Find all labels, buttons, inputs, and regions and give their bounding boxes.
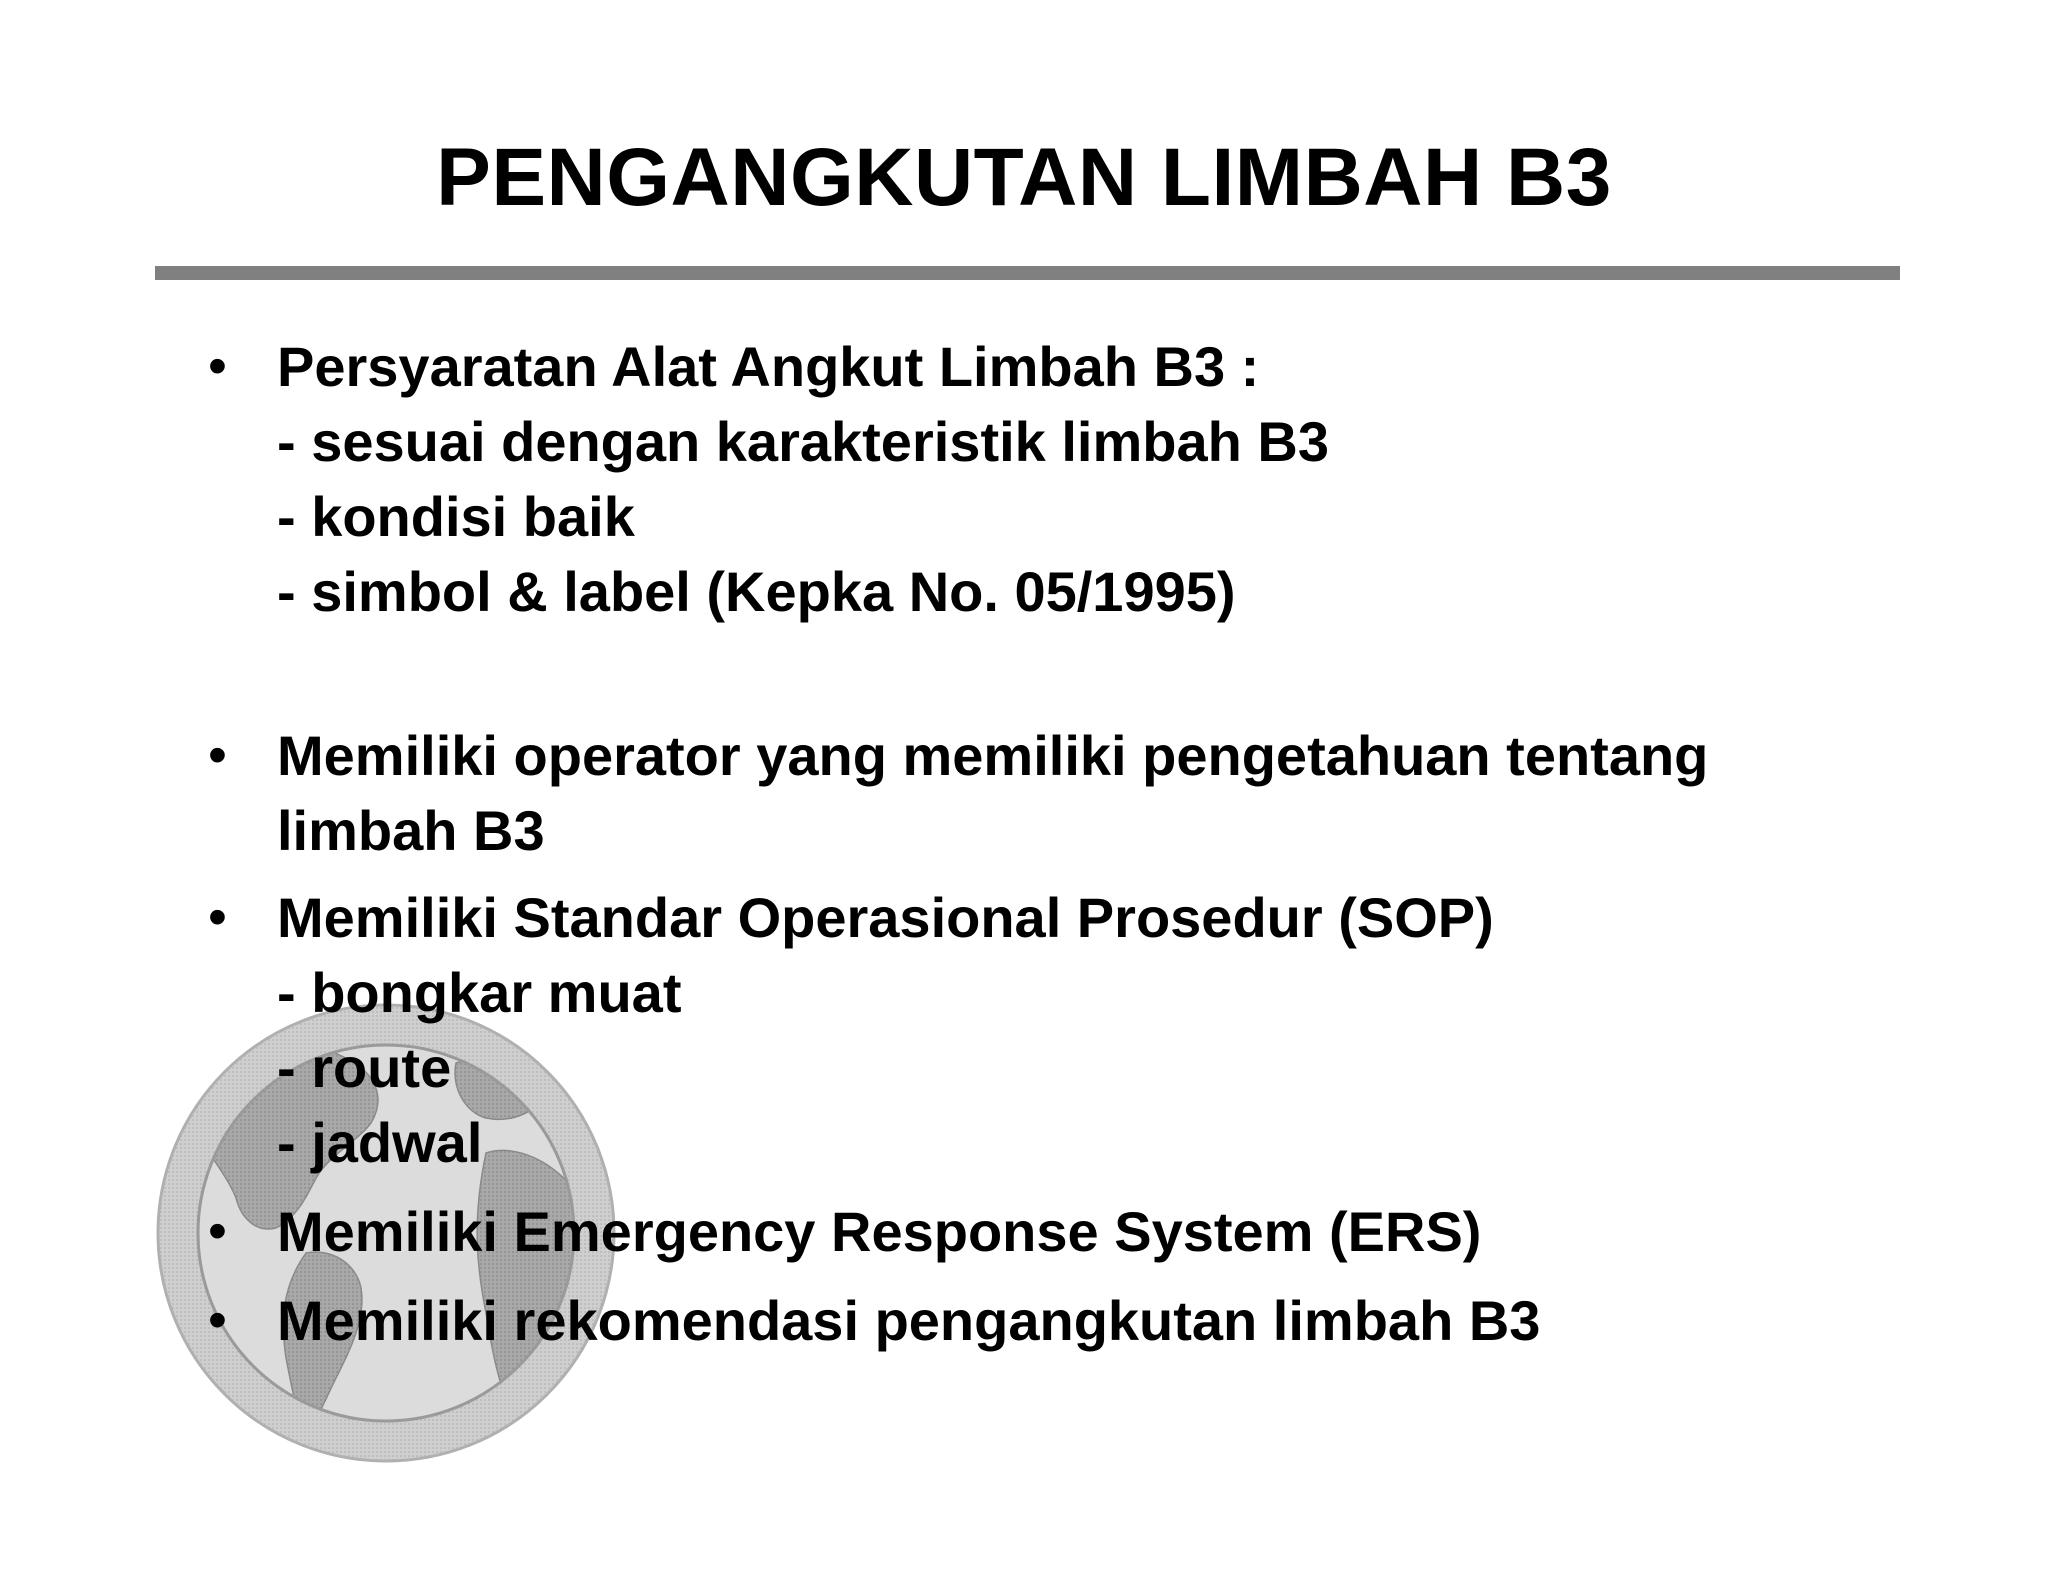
bullet-text xyxy=(277,1194,1917,1269)
bullet-text xyxy=(277,329,1917,629)
bullet-text xyxy=(277,880,1917,1180)
bullet-line: Memiliki operator yang memiliki pengetahuan tentang xyxy=(277,724,1709,787)
bullet-symbol: • xyxy=(208,336,227,396)
bullet-symbol: • xyxy=(208,1290,227,1350)
bullet-sub-line: - bongkar muat xyxy=(277,961,682,1024)
bullet-line: limbah B3 xyxy=(277,799,545,862)
bullet-line: Memiliki Standar Operasional Prosedur (SOP) xyxy=(277,886,1494,949)
bullet-symbol: • xyxy=(208,1201,227,1261)
bullet-sub-line: - sesuai dengan karakteristik limbah B3 xyxy=(277,410,1329,473)
bullet-symbol: • xyxy=(208,887,227,947)
bullet-sub-line: - route xyxy=(277,1036,452,1099)
slide-title: PENGANGKUTAN LIMBAH B3 xyxy=(436,132,1612,223)
bullet-line: Memiliki Emergency Response System (ERS) xyxy=(277,1200,1482,1263)
bullet-line: Memiliki rekomendasi pengangkutan limbah B3 xyxy=(277,1289,1541,1352)
bullet-sub-line: - simbol & label (Kepka No. 05/1995) xyxy=(277,560,1236,623)
bullet-text xyxy=(277,718,1917,868)
bullet-sub-line: - jadwal xyxy=(277,1111,483,1174)
bullet-sub-line: - kondisi baik xyxy=(277,485,635,548)
bullet-line: Persyaratan Alat Angkut Limbah B3 : xyxy=(277,335,1260,398)
bullet-text xyxy=(277,1283,1917,1358)
title-divider xyxy=(155,266,1900,280)
bullet-symbol: • xyxy=(208,725,227,785)
